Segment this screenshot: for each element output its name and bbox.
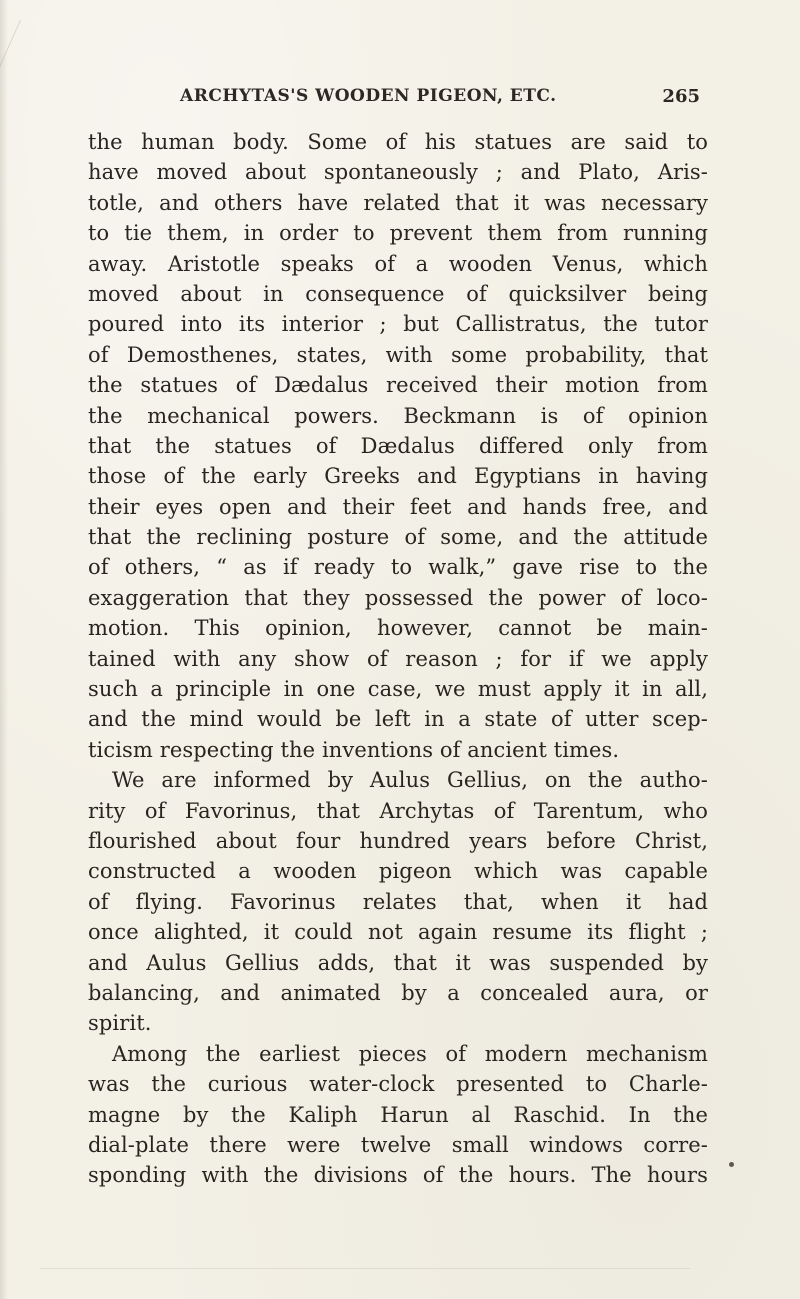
text-line: away. Aristotle speaks of a wooden Venus, which: [88, 251, 708, 276]
text-line: We are informed by Aulus Gellius, on the autho-: [112, 768, 708, 793]
text-line: flourished about four hundred years before Christ,: [88, 828, 708, 853]
text-line: of flying. Favorinus relates that, when it had: [88, 889, 708, 914]
text-line: that the statues of Dædalus differed only from: [88, 433, 708, 458]
text-line: moved about in consequence of quicksilver being: [88, 281, 708, 306]
text-line: tained with any show of reason ; for if we apply: [88, 646, 708, 671]
text-line: of others, “ as if ready to walk,” gave rise to the: [88, 555, 708, 580]
paragraph-3: [88, 1039, 708, 1191]
corner-pencil-mark: [0, 20, 81, 80]
page-number: 265: [662, 86, 700, 107]
text-line: ticism respecting the inventions of ancient times.: [88, 737, 620, 762]
text-line: once alighted, it could not again resume its flight ;: [88, 920, 708, 945]
ink-speck: [729, 1162, 734, 1167]
text-line: poured into its interior ; but Callistratus, the tutor: [88, 312, 708, 337]
text-line: rity of Favorinus, that Archytas of Tarentum, who: [88, 798, 708, 823]
text-line: balancing, and animated by a concealed aura, or: [88, 980, 708, 1005]
text-line: dial-plate there were twelve small windows corre-: [88, 1132, 708, 1157]
bottom-paper-crease: [40, 1268, 690, 1269]
paragraph-2: [88, 765, 708, 1039]
text-line: sponding with the divisions of the hours. The hours: [88, 1163, 708, 1188]
paragraph-1: [88, 127, 708, 765]
text-line: their eyes open and their feet and hands free, and: [88, 494, 708, 519]
text-line: totle, and others have related that it was necessary: [88, 190, 708, 215]
text-line: such a principle in one case, we must apply it in all,: [88, 677, 708, 702]
page-left-edge-shadow: [0, 0, 8, 1299]
text-line: the mechanical powers. Beckmann is of opinion: [88, 403, 708, 428]
text-line: that the reclining posture of some, and the attitude: [88, 525, 708, 550]
text-line: constructed a wooden pigeon which was capable: [88, 859, 708, 884]
body-text: [88, 127, 708, 1191]
text-line: and Aulus Gellius adds, that it was suspended by: [88, 950, 708, 975]
text-line: was the curious water-clock presented to Charle-: [88, 1072, 708, 1097]
text-line: spirit.: [88, 1011, 152, 1036]
text-line: and the mind would be left in a state of utter scep-: [88, 707, 708, 732]
text-line: magne by the Kaliph Harun al Raschid. In the: [88, 1102, 708, 1127]
text-line: to tie them, in order to prevent them from running: [88, 221, 708, 246]
running-head: [180, 86, 700, 114]
text-line: the statues of Dædalus received their motion from: [88, 373, 708, 398]
text-line: of Demosthenes, states, with some probability, that: [88, 342, 708, 367]
text-line: have moved about spontaneously ; and Plato, Aris-: [88, 160, 708, 185]
text-line: exaggeration that they possessed the power of loco-: [88, 585, 708, 610]
text-line: the human body. Some of his statues are said to: [88, 130, 708, 154]
text-line: Among the earliest pieces of modern mechanism: [112, 1041, 708, 1066]
text-line: motion. This opinion, however, cannot be main-: [88, 616, 708, 641]
running-head-title: ARCHYTAS'S WOODEN PIGEON, ETC.: [180, 86, 557, 106]
text-line: those of the early Greeks and Egyptians in having: [88, 464, 708, 489]
